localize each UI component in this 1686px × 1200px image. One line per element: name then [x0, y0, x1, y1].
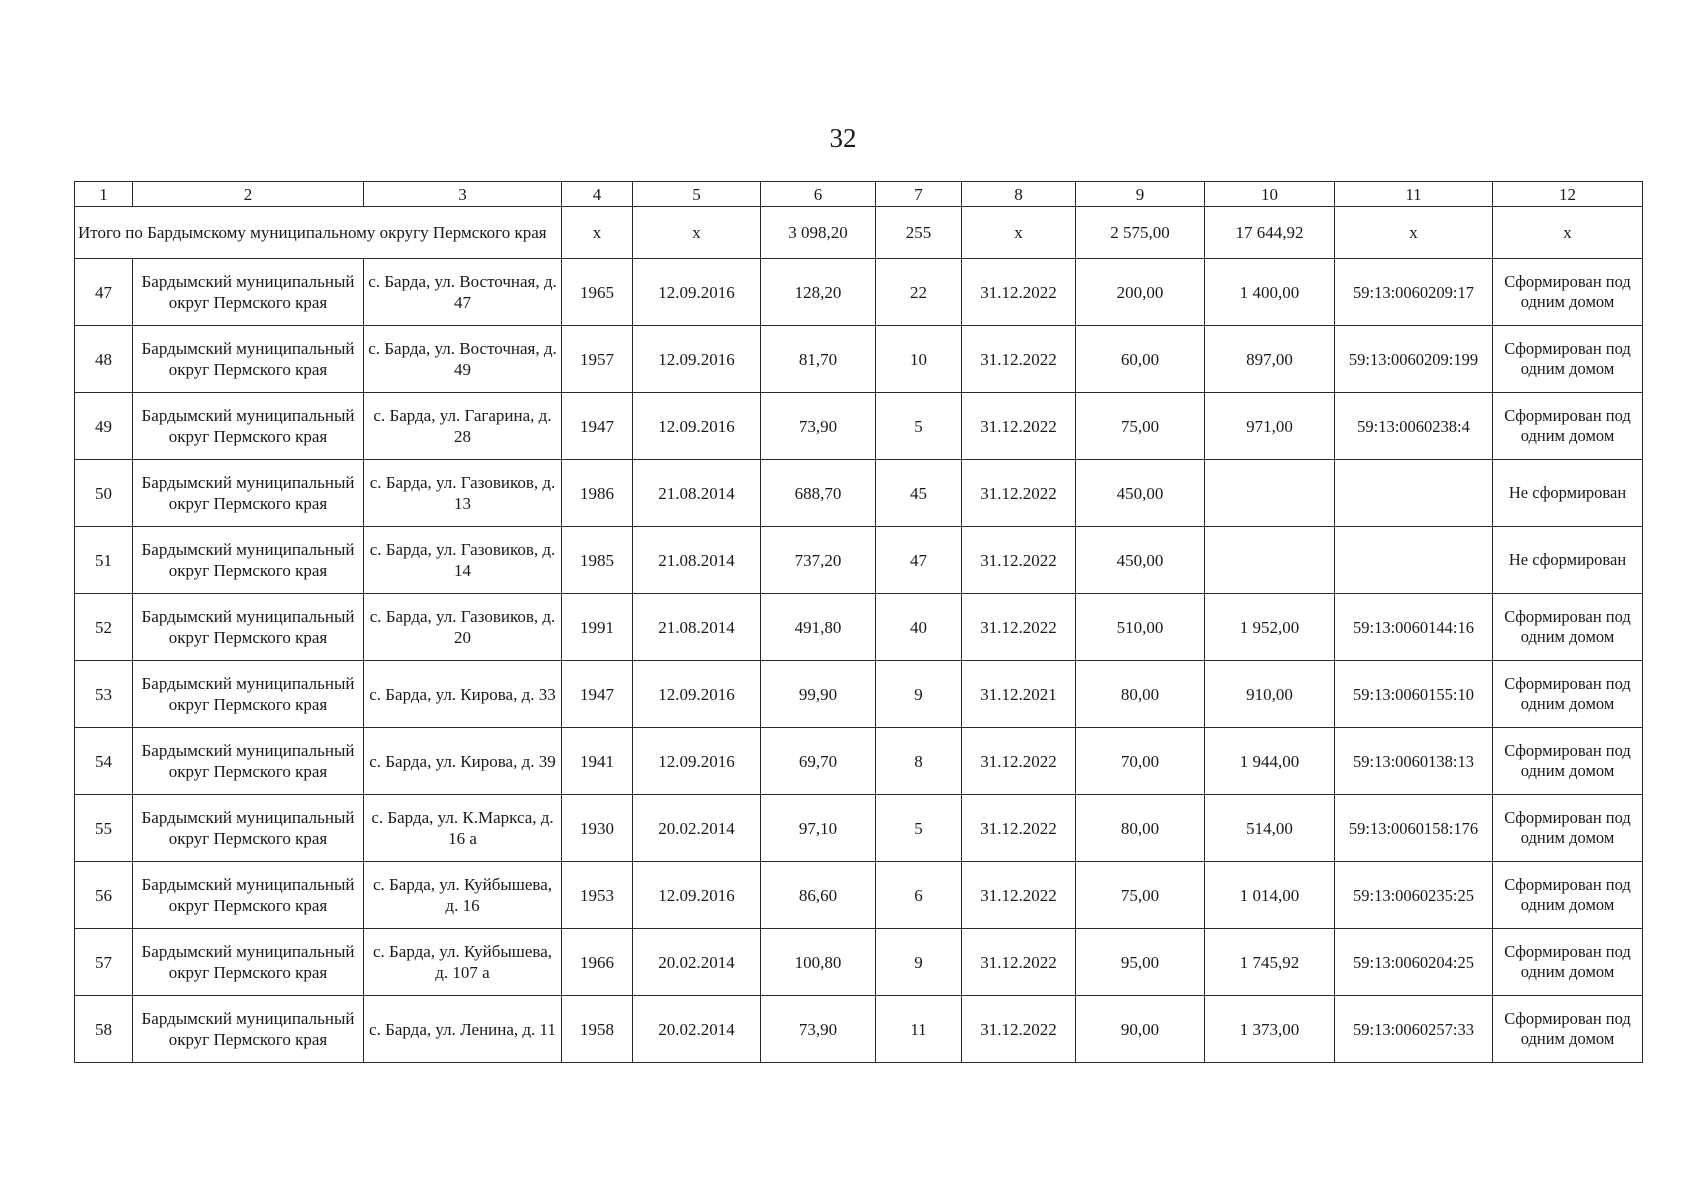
address-cell: с. Барда, ул. Ленина, д. 11 [364, 996, 562, 1063]
land-area-cell: 450,00 [1076, 527, 1205, 594]
status-cell: Не сформирован [1493, 460, 1643, 527]
total-label: Итого по Бардымскому муниципальному округу Пермского края [75, 207, 562, 259]
cadastral-number-cell: 59:13:0060209:199 [1335, 326, 1493, 393]
area-cell: 128,20 [761, 259, 876, 326]
column-number: 3 [364, 182, 562, 207]
area-cell: 100,80 [761, 929, 876, 996]
cost-cell: 971,00 [1205, 393, 1335, 460]
total-cell: x [633, 207, 761, 259]
status-cell: Сформирован под одним домом [1493, 862, 1643, 929]
deadline-cell: 31.12.2022 [962, 393, 1076, 460]
area-cell: 73,90 [761, 393, 876, 460]
address-cell: с. Барда, ул. Куйбышева, д. 16 [364, 862, 562, 929]
address-cell: с. Барда, ул. К.Маркса, д. 16 а [364, 795, 562, 862]
date-cell: 21.08.2014 [633, 460, 761, 527]
cadastral-number-cell: 59:13:0060144:16 [1335, 594, 1493, 661]
row-number-cell: 51 [75, 527, 133, 594]
land-area-cell: 75,00 [1076, 393, 1205, 460]
land-area-cell: 200,00 [1076, 259, 1205, 326]
column-number: 2 [133, 182, 364, 207]
municipality-cell: Бардымский муниципальный округ Пермского края [133, 661, 364, 728]
residents-cell: 40 [876, 594, 962, 661]
column-number: 5 [633, 182, 761, 207]
total-cell: 2 575,00 [1076, 207, 1205, 259]
municipality-cell: Бардымский муниципальный округ Пермского края [133, 259, 364, 326]
cost-cell: 897,00 [1205, 326, 1335, 393]
total-cell: 255 [876, 207, 962, 259]
column-number: 9 [1076, 182, 1205, 207]
row-number-cell: 50 [75, 460, 133, 527]
deadline-cell: 31.12.2022 [962, 728, 1076, 795]
cost-cell: 1 952,00 [1205, 594, 1335, 661]
column-number: 7 [876, 182, 962, 207]
date-cell: 21.08.2014 [633, 527, 761, 594]
cadastral-number-cell [1335, 527, 1493, 594]
cadastral-number-cell: 59:13:0060204:25 [1335, 929, 1493, 996]
cost-cell: 1 014,00 [1205, 862, 1335, 929]
address-cell: с. Барда, ул. Кирова, д. 33 [364, 661, 562, 728]
cadastral-number-cell: 59:13:0060138:13 [1335, 728, 1493, 795]
status-cell: Сформирован под одним домом [1493, 326, 1643, 393]
cadastral-number-cell: 59:13:0060209:17 [1335, 259, 1493, 326]
area-cell: 491,80 [761, 594, 876, 661]
status-cell: Сформирован под одним домом [1493, 728, 1643, 795]
area-cell: 81,70 [761, 326, 876, 393]
cadastral-number-cell: 59:13:0060158:176 [1335, 795, 1493, 862]
year-cell: 1985 [562, 527, 633, 594]
row-number-cell: 53 [75, 661, 133, 728]
row-number-cell: 58 [75, 996, 133, 1063]
status-cell: Не сформирован [1493, 527, 1643, 594]
column-number-row [75, 182, 1643, 207]
area-cell: 737,20 [761, 527, 876, 594]
deadline-cell: 31.12.2022 [962, 929, 1076, 996]
land-area-cell: 90,00 [1076, 996, 1205, 1063]
area-cell: 73,90 [761, 996, 876, 1063]
residents-cell: 6 [876, 862, 962, 929]
table-row [75, 594, 1643, 661]
status-cell: Сформирован под одним домом [1493, 795, 1643, 862]
residents-cell: 47 [876, 527, 962, 594]
total-cell: x [1335, 207, 1493, 259]
table-row [75, 929, 1643, 996]
row-number-cell: 47 [75, 259, 133, 326]
deadline-cell: 31.12.2022 [962, 460, 1076, 527]
residents-cell: 11 [876, 996, 962, 1063]
row-number-cell: 57 [75, 929, 133, 996]
column-number: 10 [1205, 182, 1335, 207]
year-cell: 1958 [562, 996, 633, 1063]
address-cell: с. Барда, ул. Восточная, д. 49 [364, 326, 562, 393]
row-number-cell: 55 [75, 795, 133, 862]
cost-cell: 1 373,00 [1205, 996, 1335, 1063]
residents-cell: 5 [876, 795, 962, 862]
residents-cell: 5 [876, 393, 962, 460]
residents-cell: 45 [876, 460, 962, 527]
year-cell: 1966 [562, 929, 633, 996]
status-cell: Сформирован под одним домом [1493, 594, 1643, 661]
year-cell: 1941 [562, 728, 633, 795]
residents-cell: 9 [876, 661, 962, 728]
date-cell: 12.09.2016 [633, 259, 761, 326]
total-cell: x [962, 207, 1076, 259]
housing-table [74, 181, 1643, 1063]
date-cell: 12.09.2016 [633, 326, 761, 393]
total-cell: 3 098,20 [761, 207, 876, 259]
address-cell: с. Барда, ул. Газовиков, д. 13 [364, 460, 562, 527]
cost-cell: 514,00 [1205, 795, 1335, 862]
year-cell: 1947 [562, 661, 633, 728]
residents-cell: 10 [876, 326, 962, 393]
area-cell: 69,70 [761, 728, 876, 795]
deadline-cell: 31.12.2022 [962, 259, 1076, 326]
deadline-cell: 31.12.2021 [962, 661, 1076, 728]
row-number-cell: 54 [75, 728, 133, 795]
area-cell: 97,10 [761, 795, 876, 862]
table-row [75, 661, 1643, 728]
date-cell: 20.02.2014 [633, 795, 761, 862]
total-cell: x [1493, 207, 1643, 259]
status-cell: Сформирован под одним домом [1493, 661, 1643, 728]
total-cell: x [562, 207, 633, 259]
cost-cell [1205, 527, 1335, 594]
municipality-cell: Бардымский муниципальный округ Пермского края [133, 929, 364, 996]
table-row [75, 259, 1643, 326]
deadline-cell: 31.12.2022 [962, 594, 1076, 661]
residents-cell: 8 [876, 728, 962, 795]
year-cell: 1930 [562, 795, 633, 862]
date-cell: 12.09.2016 [633, 862, 761, 929]
municipality-cell: Бардымский муниципальный округ Пермского края [133, 795, 364, 862]
date-cell: 12.09.2016 [633, 393, 761, 460]
municipality-cell: Бардымский муниципальный округ Пермского края [133, 996, 364, 1063]
land-area-cell: 80,00 [1076, 661, 1205, 728]
row-number-cell: 52 [75, 594, 133, 661]
deadline-cell: 31.12.2022 [962, 326, 1076, 393]
table-row [75, 393, 1643, 460]
municipality-cell: Бардымский муниципальный округ Пермского края [133, 728, 364, 795]
cadastral-number-cell: 59:13:0060235:25 [1335, 862, 1493, 929]
date-cell: 20.02.2014 [633, 996, 761, 1063]
address-cell: с. Барда, ул. Кирова, д. 39 [364, 728, 562, 795]
address-cell: с. Барда, ул. Газовиков, д. 20 [364, 594, 562, 661]
status-cell: Сформирован под одним домом [1493, 996, 1643, 1063]
total-row [75, 207, 1643, 259]
deadline-cell: 31.12.2022 [962, 862, 1076, 929]
column-number: 11 [1335, 182, 1493, 207]
table-row [75, 326, 1643, 393]
address-cell: с. Барда, ул. Газовиков, д. 14 [364, 527, 562, 594]
year-cell: 1953 [562, 862, 633, 929]
date-cell: 21.08.2014 [633, 594, 761, 661]
page-number: 32 [829, 123, 857, 153]
total-cell: 17 644,92 [1205, 207, 1335, 259]
address-cell: с. Барда, ул. Куйбышева, д. 107 а [364, 929, 562, 996]
land-area-cell: 450,00 [1076, 460, 1205, 527]
year-cell: 1957 [562, 326, 633, 393]
year-cell: 1965 [562, 259, 633, 326]
year-cell: 1986 [562, 460, 633, 527]
deadline-cell: 31.12.2022 [962, 527, 1076, 594]
table-row [75, 460, 1643, 527]
municipality-cell: Бардымский муниципальный округ Пермского края [133, 862, 364, 929]
cadastral-number-cell [1335, 460, 1493, 527]
table-row [75, 795, 1643, 862]
cost-cell: 910,00 [1205, 661, 1335, 728]
deadline-cell: 31.12.2022 [962, 996, 1076, 1063]
land-area-cell: 80,00 [1076, 795, 1205, 862]
land-area-cell: 60,00 [1076, 326, 1205, 393]
status-cell: Сформирован под одним домом [1493, 259, 1643, 326]
municipality-cell: Бардымский муниципальный округ Пермского края [133, 393, 364, 460]
municipality-cell: Бардымский муниципальный округ Пермского края [133, 326, 364, 393]
land-area-cell: 75,00 [1076, 862, 1205, 929]
area-cell: 99,90 [761, 661, 876, 728]
column-number: 1 [75, 182, 133, 207]
row-number-cell: 56 [75, 862, 133, 929]
column-number: 6 [761, 182, 876, 207]
cost-cell: 1 745,92 [1205, 929, 1335, 996]
deadline-cell: 31.12.2022 [962, 795, 1076, 862]
column-number: 8 [962, 182, 1076, 207]
date-cell: 20.02.2014 [633, 929, 761, 996]
column-number: 12 [1493, 182, 1643, 207]
status-cell: Сформирован под одним домом [1493, 393, 1643, 460]
column-number: 4 [562, 182, 633, 207]
area-cell: 688,70 [761, 460, 876, 527]
table-row [75, 862, 1643, 929]
year-cell: 1991 [562, 594, 633, 661]
cadastral-number-cell: 59:13:0060257:33 [1335, 996, 1493, 1063]
municipality-cell: Бардымский муниципальный округ Пермского края [133, 594, 364, 661]
status-cell: Сформирован под одним домом [1493, 929, 1643, 996]
land-area-cell: 70,00 [1076, 728, 1205, 795]
year-cell: 1947 [562, 393, 633, 460]
area-cell: 86,60 [761, 862, 876, 929]
table-row [75, 527, 1643, 594]
residents-cell: 22 [876, 259, 962, 326]
residents-cell: 9 [876, 929, 962, 996]
date-cell: 12.09.2016 [633, 661, 761, 728]
municipality-cell: Бардымский муниципальный округ Пермского края [133, 460, 364, 527]
row-number-cell: 48 [75, 326, 133, 393]
table-row [75, 996, 1643, 1063]
row-number-cell: 49 [75, 393, 133, 460]
cost-cell: 1 400,00 [1205, 259, 1335, 326]
cadastral-number-cell: 59:13:0060238:4 [1335, 393, 1493, 460]
address-cell: с. Барда, ул. Гагарина, д. 28 [364, 393, 562, 460]
land-area-cell: 510,00 [1076, 594, 1205, 661]
cadastral-number-cell: 59:13:0060155:10 [1335, 661, 1493, 728]
cost-cell [1205, 460, 1335, 527]
address-cell: с. Барда, ул. Восточная, д. 47 [364, 259, 562, 326]
date-cell: 12.09.2016 [633, 728, 761, 795]
table-row [75, 728, 1643, 795]
land-area-cell: 95,00 [1076, 929, 1205, 996]
cost-cell: 1 944,00 [1205, 728, 1335, 795]
municipality-cell: Бардымский муниципальный округ Пермского края [133, 527, 364, 594]
